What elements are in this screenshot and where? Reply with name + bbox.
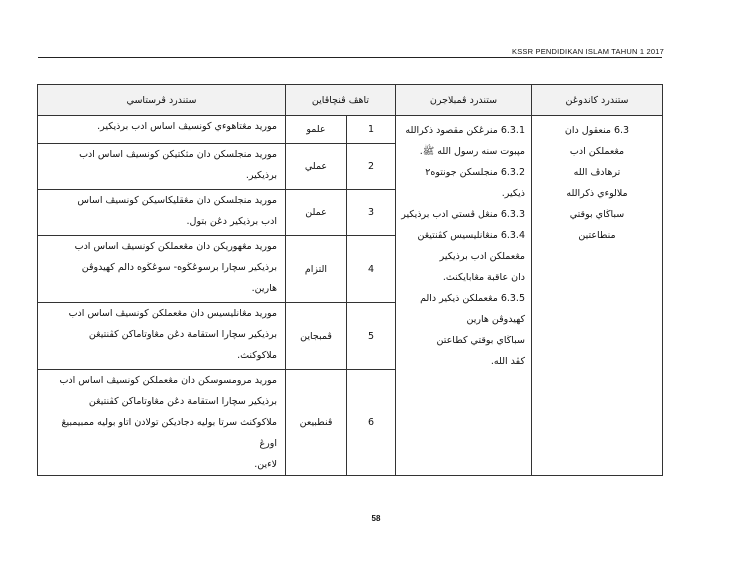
learning-line: مڽبوت سنه رسول الله ﷺ. (419, 146, 525, 157)
learning-line: سباڬاي بوقتي کطاعتن (436, 335, 525, 346)
header-learning-standard: ستندرد ڤمبلاجرن (396, 85, 532, 116)
page-number: 58 (371, 514, 381, 523)
descriptor-line: برذيکير سچارا استقامة دڠن مڠاوتاماکن کڤنتيڠن (88, 396, 277, 407)
content-line: ملالوءي ذکرالله (566, 188, 628, 199)
standards-table (37, 84, 663, 476)
level-name: عملن (286, 190, 347, 236)
level-number: 1 (347, 116, 396, 144)
level-number: 4 (347, 236, 396, 303)
descriptor-line: ادب برذيکير دڠن بتول. (186, 216, 277, 227)
learning-line: کهيدوڤن هارين (466, 314, 525, 325)
level-name: ڤمبجاين (286, 303, 347, 370)
learning-line: 6.3.3 منڠل ڤستي ادب برذيکير (401, 209, 525, 220)
learning-line: دان عاقبة مڠابايکنث. (442, 272, 525, 283)
header-divider (38, 57, 662, 58)
level-name: علمو (286, 116, 347, 144)
content-standard-cell (532, 116, 663, 476)
learning-standard-cell (396, 116, 532, 476)
level-number: 6 (347, 370, 396, 476)
descriptor-line: مورید مڠهوريکن دان مڠعملکن کونسيڤ اساس ادب (74, 241, 277, 252)
header-performance-standard: ستندرد ڤرستاسي (38, 85, 286, 116)
header-content-standard: ستندرد کاندوڠن (532, 85, 663, 116)
level-descriptor (38, 116, 286, 144)
level-descriptor (38, 370, 286, 476)
level-number: 5 (347, 303, 396, 370)
level-name: عملي (286, 144, 347, 190)
level-descriptor (38, 144, 286, 190)
descriptor-line: مورید مڠانليسيس دان مڠعملکن کونسيڤ اساس ادب (68, 308, 277, 319)
content-line: مڠعملکن ادب (569, 146, 625, 157)
content-line: سباڬاي بوقتي (569, 209, 625, 220)
level-number: 2 (347, 144, 396, 190)
descriptor-line: مورید منجلسکن دان مثکتيکن کونسيڤ اساس ادب (79, 149, 277, 160)
level-name: التزام (286, 236, 347, 303)
learning-line: 6.3.1 منرڠکن مقصود ذکرالله (405, 125, 525, 136)
level-number: 3 (347, 190, 396, 236)
table-row (38, 116, 663, 144)
descriptor-line: هارين. (251, 283, 277, 294)
content-line: 6.3 منعقول دان (564, 125, 630, 136)
level-descriptor (38, 303, 286, 370)
descriptor-line: ملاکوکنث سرتا بوليه دجاديکن تولادن اتاو بوليه ممبيمبيڠ اورڠ (61, 417, 277, 449)
level-descriptor (38, 236, 286, 303)
descriptor-line: لاءين. (254, 459, 277, 470)
learning-line: مڠعملکن ادب برذيکير (439, 251, 525, 262)
descriptor-line: ملاکوکنث. (237, 350, 277, 361)
descriptor-line: برذيکير سچارا استقامة دڠن مڠاوتاماکن کڤنتيڠن (88, 329, 277, 340)
level-name: ڤنطبيعن (286, 370, 347, 476)
table-header-row (38, 85, 663, 116)
descriptor-line: مورید مرومسوسکن دان مڠعملکن کونسيڤ اساس ادب (59, 375, 277, 386)
content-line: منطاعتين (578, 230, 616, 241)
descriptor-line: برذيکير سچارا برسوڠڬوه- سوڠڬوه دالم کهيدوڤن (81, 262, 277, 273)
level-descriptor (38, 190, 286, 236)
learning-line: 6.3.5 مڠعملکن ذيکير دالم (420, 293, 525, 304)
learning-line: 6.3.4 منڠانليسيس کڤنتيڠن (417, 230, 525, 241)
descriptor-line: برذيکير. (245, 170, 277, 181)
descriptor-line: مورید منجلسکن دان مڠقليکاسيکن کونسيڤ اساس (77, 195, 277, 206)
learning-line: ذيکير. (501, 188, 525, 199)
header-achievement-level: تاهڤ ڤنچاڤاين (286, 85, 396, 116)
learning-line: 6.3.2 منجلسکن جونتوه٢ (425, 167, 525, 178)
document-header-title: KSSR PENDIDIKAN ISLAM TAHUN 1 2017 (512, 47, 664, 56)
descriptor-line: مورید مڠتاهوءي کونسيڤ اساس ادب برذيکير. (97, 121, 277, 132)
content-line: ترهادڤ الله (573, 167, 621, 178)
learning-line: کڤد الله. (490, 356, 525, 367)
